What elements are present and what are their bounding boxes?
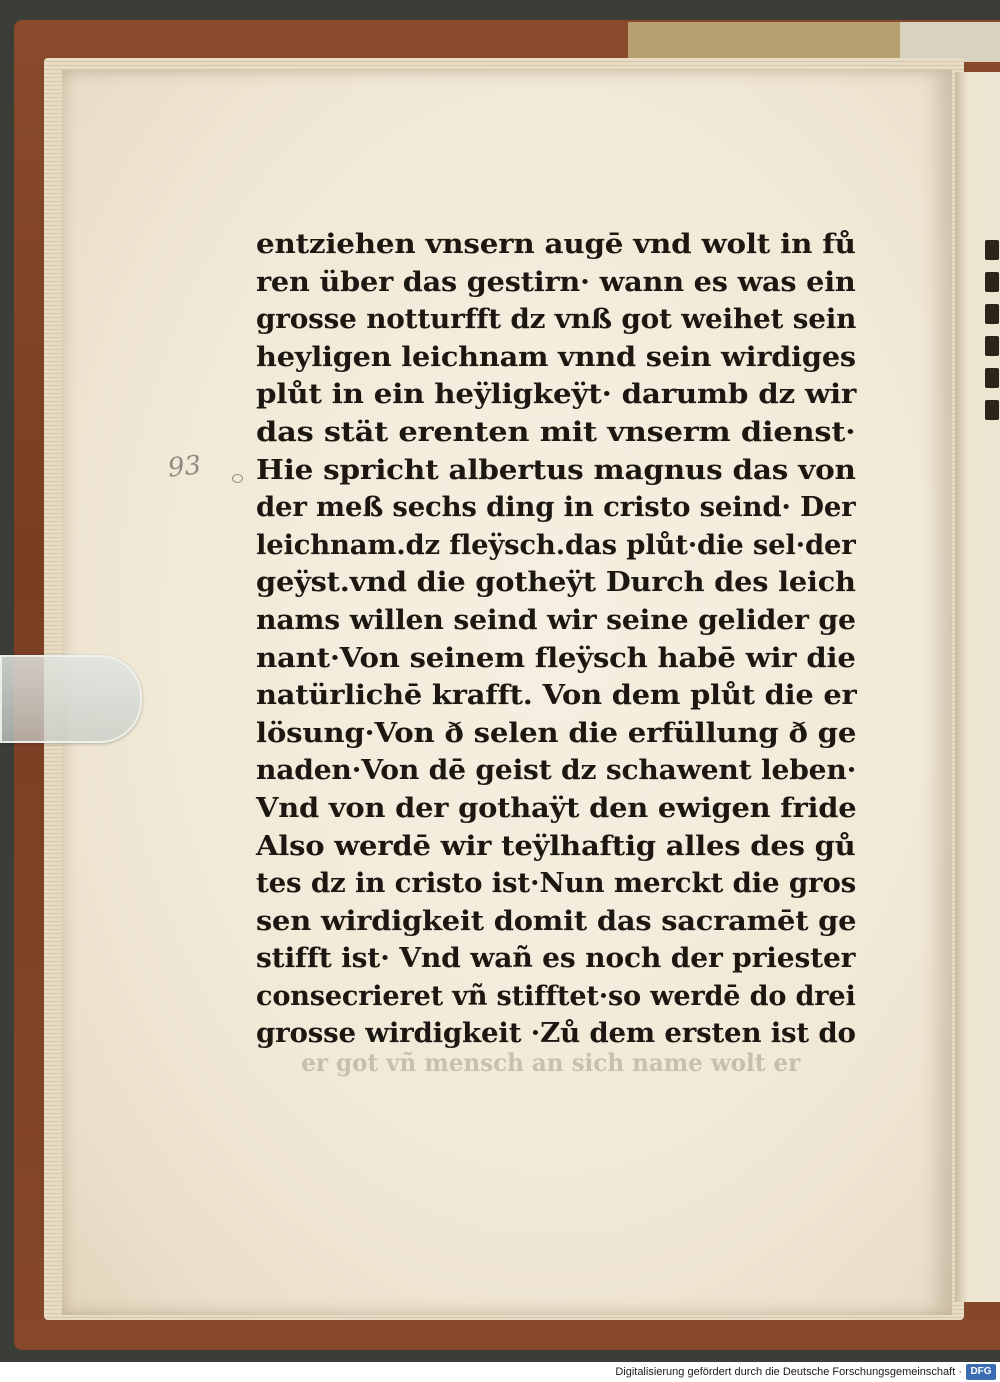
text-line: geÿst.vnd die gotheÿt Durch des leich xyxy=(256,567,856,599)
glyph-fragment xyxy=(985,240,999,260)
text-line: lösung·Von ð selen die erfüllung ð ge xyxy=(256,717,857,749)
text-line: Vnd von der gothaÿt den ewigen fride xyxy=(256,792,857,824)
margin-annotation: 93 xyxy=(166,450,203,484)
text-line: entziehen vnsern augē vnd wolt in fů xyxy=(256,229,856,260)
dfg-logo: DFG xyxy=(966,1364,996,1380)
funding-credit: Digitalisierung gefördert durch die Deutsche Forschungsgemeinschaft · xyxy=(615,1366,962,1378)
text-line: plůt in ein heÿligkeÿt· darumb dz wir xyxy=(256,379,857,411)
text-line: naden·Von dē geist dz schawent leben· xyxy=(256,755,857,787)
glyph-fragment xyxy=(985,336,999,356)
text-line: grosse wirdigkeit ·Zů dem ersten ist do xyxy=(256,1018,856,1050)
text-line: sen wirdigkeit domit das sacramēt ge xyxy=(256,905,857,937)
glyph-fragment xyxy=(985,368,999,388)
text-line: tes dz in cristo ist·Nun merckt die gros xyxy=(256,868,857,900)
text-line: heyligen leichnam vnnd sein wirdiges xyxy=(256,341,856,373)
glyph-fragment xyxy=(985,272,999,292)
text-line: natürlichē krafft. Von dem plůt die er xyxy=(256,680,857,712)
glyph-fragment xyxy=(985,400,999,420)
text-line: der meß sechs ding in cristo seind· Der xyxy=(256,492,856,524)
text-line: grosse notturfft dz vnß got weihet sein xyxy=(256,304,857,336)
binding-spine-wear xyxy=(900,22,1000,62)
blackletter-text-block xyxy=(256,226,856,1053)
text-line: nant·Von seinem fleÿsch habē wir die xyxy=(256,642,856,674)
text-line: nams willen seind wir seine gelider ge xyxy=(256,604,856,636)
text-line: consecrieret vñ stifftet·so werdē do drei xyxy=(256,980,856,1012)
footer-bar xyxy=(0,1362,1000,1382)
text-line: stifft ist· Vnd wañ es noch der priester xyxy=(256,943,856,975)
margin-mark xyxy=(232,474,243,483)
page-clip-tab xyxy=(0,655,142,743)
binding-wear xyxy=(628,22,928,60)
text-line: Hie spricht albertus magnus das von xyxy=(256,454,856,486)
text-line: ren über das gestirn· wann es was ein xyxy=(256,266,856,298)
glyph-fragment xyxy=(985,304,999,324)
facing-page-text-fragments xyxy=(985,240,1000,432)
text-line: Also werdē wir teÿlhaftig alles des gů xyxy=(256,830,856,862)
text-line: leichnam.dz fleÿsch.das plůt·die sel·der xyxy=(256,529,856,561)
bleed-through-text: er got vñ mensch an sich name wolt er xyxy=(301,1048,801,1077)
text-line: das stät erenten mit vnserm dienst· xyxy=(256,416,856,448)
